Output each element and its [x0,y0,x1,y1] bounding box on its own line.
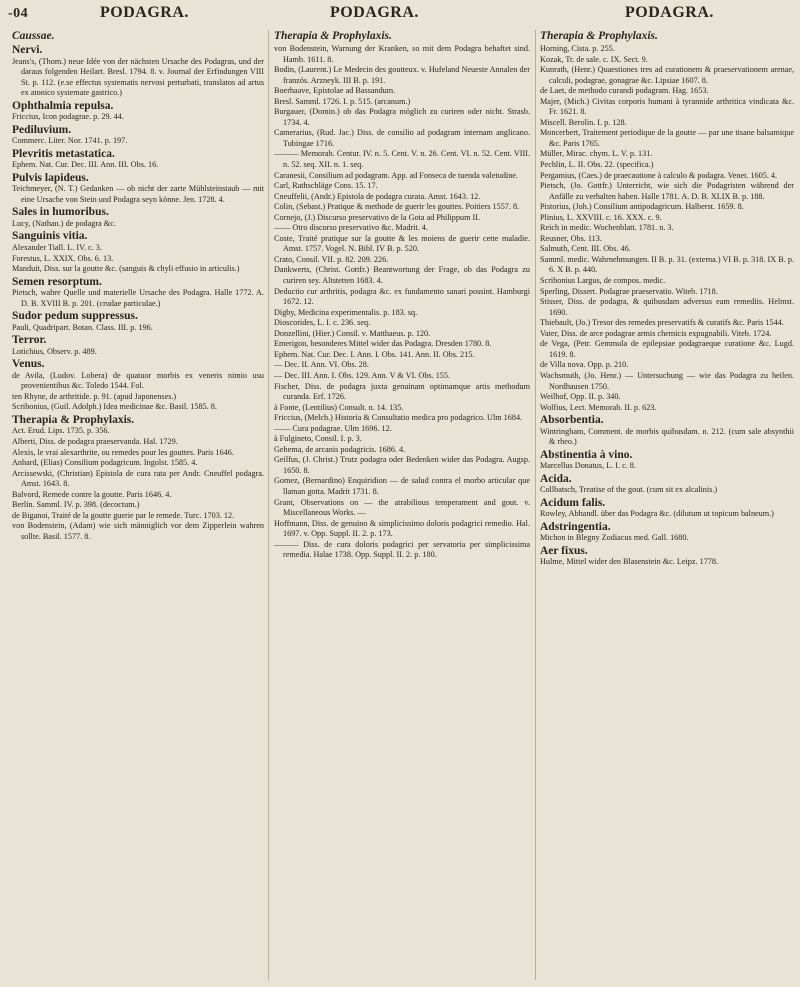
bibliography-entry: Donzellini, (Hier.) Consil. v. Matthaeus. p. 120. [274,328,431,338]
bibliography-entry: Jeans's, (Thom.) neue Idée von der nächsten Ursache des Podagras, und der daraus folgenden Heilart. Bresl. 1794. 8. v. Journal der Erfindungen VIII St. p. 112. (e.se effectus systematis nervosi perturbati, translatos ad artus ex atonico systemate gastrico.) [12,56,264,98]
section-title: Therapia & Prophylaxis. [540,30,658,42]
header-center: PODAGRA. [330,4,419,21]
bibliography-entry: à Fonte, (Lentilius) Consult. n. 14. 135. [274,402,404,412]
bibliography-entry: Bresl. Samml. 1726. I. p. 515. (arcanum.) [274,96,411,106]
bibliography-entry: —— Otro discorso preservativo &c. Madrit. 4. [274,223,428,233]
bibliography-entry: Plinius, L. XXVIII. c. 16. XXX. c. 9. [540,212,662,222]
bibliography-entry: Lucy, (Nathan.) de podagra &c. [12,218,116,228]
bibliography-entry: Ephem. Nat. Cur. Dec. III. Ann. III. Obs. 16. [12,160,159,170]
bibliography-entry: Reich in medic. Wochenblatt. 1781. n. 3. [540,223,674,233]
bibliography-entry: Teichmeyer, (N. T.) Gedanken — ob nicht der zarte Mühlsteinstaub — mit eine Ursache von Stein und Podagra seyn könne. Jen. 1728. 4. [12,184,264,204]
bibliography-entry: Salmuth, Cent. III. Obs. 46. [540,244,631,254]
column-right [540,30,794,984]
bibliography-entry: Caranesii, Consilium ad podagram. App. ad Fonseca de tuenda valetudine. [274,170,518,180]
bibliography-entry: de Laet, de methodo curandi podagram. Hag. 1653. [540,86,709,96]
bibliography-entry: Friccius, (Melch.) Historia & Consultatio medica pro podagrico. Ulm 1684. [274,413,523,423]
bibliography-entry: Camerarius, (Rud. Jac.) Diss. de consilio ad podagram internam anglicano. Tubingae 1716. [274,128,530,148]
bibliography-entry: Deductio cur arthritis, podagra &c. ex fundamento sanari possint. Hamburgi 1672. 12. [274,286,530,307]
bibliography-entry: Geilfus, (J. Christ.) Trutz podagra oder Bedenken wider das Podagra. Augsp. 1650. 8. [274,455,530,475]
subject-heading: Sudor pedum suppressus. [12,310,138,323]
subject-heading: Semen resorptum. [12,275,102,288]
bibliography-entry: Manduit, Diss. sur la goutte &c. (sanguis & chyli effusio in articulis.) [12,264,240,274]
bibliography-entry: Vater, Diss. de arce podagrae armis chemicis expugnabili. Viteb. 1724. [540,328,772,338]
bibliography-entry: Hulme, Mittel wider den Blasenstein &c. Leipz. 1778. [540,557,719,567]
running-header [0,4,800,26]
bibliography-entry: Pauli, Quadripart. Botan. Class. III. p. 196. [12,322,153,332]
subject-heading: Adstringentia. [540,520,611,533]
bibliography-entry: Cneuffelii, (Andr.) Epistola de podagra curata. Amst. 1643. 12. [274,191,481,201]
bibliography-entry: Wolfius, Lect. Memorab. II. p. 623. [540,402,657,412]
bibliography-entry: — Dec. III. Ann. I. Obs. 129. Ann. V & VI. Obs. 155. [274,370,451,380]
subject-heading: Ophthalmia repulsa. [12,99,114,112]
bibliography-entry: — Dec. II. Ann. VI. Obs. 28. [274,360,369,370]
bibliography-entry: —— Cura podagrae. Ulm 1696. 12. [274,423,392,433]
bibliography-entry: Hoffmann, Diss. de genuino & simplicissimo doloris podagrici remedio. Hal. 1697. v. Opp. Suppl. II. 2. p. 173. [274,518,530,539]
bibliography-entry: Reusner, Obs. 113. [540,233,602,243]
bibliography-entry: Pietsch, (Jo. Gottfr.) Unterricht, wie sich die Podagristen während der Anfälle zu verhalten haben. Halle 1781. A. D. B. XLIX B. p. 188. [540,181,794,201]
bibliography-entry: Forestus, L. XXIX. Obs. 6. 13. [12,253,114,263]
bibliography-entry: ten Rhyne, de arthritide. p. 91. (apud Japonenses.) [12,391,177,401]
bibliography-entry: von Bodenstein, Warnung der Kranken, so mit dem Podagra behaftet sind. Hamb. 1611. 8. [274,44,530,64]
header-right: PODAGRA. [625,4,714,21]
bibliography-entry: Sperling, Dissert. Podagrae praeservatio. Witeb. 1718. [540,286,718,296]
bibliography-entry: Alberti, Diss. de podagra praeservanda. Hal. 1729. [12,437,178,447]
bibliography-entry: Berlin. Samml. IV. p. 398. (decoctum.) [12,500,140,510]
bibliography-entry: Lotichius, Observ. p. 489. [12,346,97,356]
bibliography-entry: Moncerbert, Traitement periodique de la goutte — par une tisane balsamique &c. Paris 1765. [540,128,794,148]
bibliography-entry: Digby, Medicina experimentalis. p. 183. sq. [274,307,418,317]
bibliography-entry: de Biganoi, Traité de la goutte guerie par le remede. Turc. 1703. 12. [12,510,235,520]
bibliography-entry: Alexander Tiall. L. IV. c. 3. [12,242,102,252]
subject-heading: Pediluvium. [12,123,72,136]
bibliography-entry: Ephem. Nat. Cur. Dec. I. Ann. I. Obs. 141. Ann. II. Obs. 215. [274,349,475,359]
bibliography-entry: Samml. medic. Wahrnehmungen. II B. p. 31. (externa.) VI B. p. 318. IX B. p. 6. X B. p. 440. [540,254,794,275]
bibliography-entry: Arcissewski, (Christian) Epistola de cura rata per Andr. Cneuffel podagra. Amst. 1643. 8. [12,468,264,489]
bibliography-entry: Emerigon, besonderes Mittel wider das Podagra. Dresden 1780. 8. [274,339,492,349]
section-title: Caussae. [12,30,55,42]
bibliography-entry: Wintringham, Comment. de morbis quibusdam. n. 212. (cum sale absynthii & rheo.) [540,426,794,447]
bibliography-entry: Gehema, de arcanis podagricis. 1686. 4. [274,444,406,454]
subject-heading: Nervi. [12,44,43,56]
column-left [12,30,264,984]
bibliography-entry: Pechlin, L. II. Obs. 22. (specifica.) [540,160,654,170]
bibliography-entry: Dioscorides, L. I. c. 236. seq. [274,318,371,328]
bibliography-entry: ——— Diss. de cura doloris podagrici per servatoria per simplicissima remedia. Halae 1738. Opp. Suppl. II. 2. p. 180. [274,539,530,560]
bibliography-entry: Majer, (Mich.) Civitas corporis humani à tyrannide arthritica vindicata &c. Fr. 1621. 8. [540,96,794,117]
subject-heading: Absorbentia. [540,414,604,427]
subject-heading: Aer fixus. [540,544,588,557]
bibliography-entry: Act. Erud. Lips. 1735. p. 356. [12,426,110,436]
bibliography-entry: Rowley, Abhandl. über das Podagra &c. (dilutum ut topicum balneum.) [540,509,774,519]
bibliography-entry: Horning, Cista. p. 255. [540,44,615,53]
bibliography-entry: ——— Memorab. Centur. IV. n. 5. Cent. V. n. 26. Cent. VI. n. 52. Cent. VIII. n. 52. seq. XII. n. 1. seq. [274,149,530,170]
subject-heading: Sanguinis vitia. [12,230,88,243]
bibliography-entry: Collbatsch, Treatise of the gout. (cum sit ex alcalinis.) [540,485,718,495]
bibliography-entry: Stisser, Diss. de podagra, & quibusdam adversus eam remediis. Helmst. 1690. [540,297,794,317]
columns [0,30,800,984]
bibliography-entry: Anhard, (Elias) Consilium podagricum. Ingolst. 1585. 4. [12,458,198,468]
bibliography-entry: Müller, Mirac. chym. L. V. p. 131. [540,149,653,159]
bibliography-entry: Cornejo, (J.) Discurso preservativo de la Gota ad Philippum II. [274,212,481,222]
bibliography-entry: Pergamius, (Caes.) de praecautione à calculo & podagra. Venet. 1605. 4. [540,170,778,180]
bibliography-entry: Michon in Blegny Zodiacus med. Gall. 1680. [540,533,689,543]
bibliography-entry: Miscell. Berolin. I. p. 128. [540,117,627,127]
bibliography-entry: Fischer, Diss. de podagra juxta genuinam optimamque artis methodum curanda. Erf. 1726. [274,381,530,402]
bibliography-entry: Gomez, (Bernardino) Enquiridion — de salud contra el morbo articular que llaman gotta. Madrit 1731. 8. [274,476,530,496]
bibliography-entry: Scribonius Largus, de compos. medic. [540,276,666,286]
bibliography-entry: Thiebault, (Jo.) Tresor des remedes preservatifs & curatifs &c. Paris 1544. [540,318,784,328]
bibliography-entry: Colin, (Sebast.) Pratique & methode de guerir les gouttes. Poitiers 1557. 8. [274,202,520,212]
bibliography-entry: Alexis, le vrai alexarthrite, ou remedes pour les gouttes. Paris 1646. [12,447,234,457]
bibliography-entry: Balvord, Remede contre la goutte. Paris 1646. 4. [12,489,172,499]
bibliography-entry: Bodin, (Laurent.) Le Medecin des goutteux. v. Hufeland Neueste Annalen der französ. Arzneyk. III B. p. 191. [274,65,530,85]
bibliography-entry: Friccius, Icon podagrae. p. 29. 44. [12,112,124,122]
section-title: Therapia & Prophylaxis. [274,30,392,42]
subject-heading: Pulvis lapideus. [12,171,89,184]
bibliography-entry: Kunrath, (Henr.) Quaestiones tres ad curationem & praeservationem arenae, calculi, podagrae, gonagrae &c. Lipsiae 1607. 8. [540,65,794,85]
bibliography-entry: Dankwerts, (Christ. Gottfr.) Beantwortung der Frage, ob das Podagra zu curiren sey. Altstetten 1683. 4. [274,265,530,286]
bibliography-entry: Weilhof, Opp. II. p. 340. [540,392,621,402]
subject-heading: Therapia & Prophylaxis. [12,413,135,426]
subject-heading: Venus. [12,358,45,371]
bibliography-entry: Grant, Observations on — the atrabilious temperament and gout. v. Miscellaneous Works. — [274,497,530,518]
subject-heading: Acidum falis. [540,496,606,509]
bibliography-entry: de Vega, (Petr. Gemmula de epilepsiae podagraeque curatione &c. Lugd. 1619. 8. [540,339,794,359]
bibliography-entry: Coste, Traité pratique sur la goutte & les moiens de guerir cette maladie. Amst. 1757. Vogel. N. Bibl. IV B. p. 520. [274,233,530,254]
bibliography-entry: de Villa nova. Opp. p. 210. [540,360,629,370]
subject-heading: Sales in humoribus. [12,206,109,219]
bibliography-entry: Carl, Rathschläge Cons. 15. 17. [274,181,378,191]
subject-heading: Acida. [540,472,572,485]
bibliography-entry: Pietsch, wahre Quelle und materielle Ursache des Podagra. Halle 1772. A. D. B. XVIII B. p. 201. (crudae particulae.) [12,288,264,308]
bibliography-entry: Crato, Consil. VII. p. 82. 209. 226. [274,254,389,264]
bibliography-entry: Commerc. Liter. Nor. 1741. p. 197. [12,136,128,146]
bibliography-entry: Marcellus Donatus, L. I. c. 8. [540,461,636,471]
subject-heading: Terror. [12,334,47,347]
bibliography-entry: Pistorius, (Joh.) Consilium antipodagricum. Halberst. 1659. 8. [540,202,744,212]
bibliography-entry: Scribonius, (Guil. Adolph.) Idea medicinae &c. Basil. 1585. 8. [12,402,217,412]
subject-heading: Abstinentia à vino. [540,448,633,461]
bibliography-entry: Boerhaave, Epistolae ad Bassandum. [274,86,396,96]
bibliography-entry: Burgauer, (Domin.) ob das Podagra möglich zu curiren oder nicht. Strasb. 1734. 4. [274,107,530,127]
header-left: PODAGRA. [100,4,189,21]
bibliography-entry: de Avila, (Ludov. Lobera) de quatuor morbis ex veneris nimio usu provenientibus &c. Toledo 1544. Fol. [12,370,264,391]
column-middle [274,30,530,984]
bibliography-entry: Wachsmuth, (Jo. Henr.) — Untersuchung — wie das Podagra zu heilen. Nordhausen 1750. [540,370,794,391]
bibliography-entry: von Bodenstein, (Adam) wie sich männiglich vor dem Zipperlein wahren sollte. Basil. 1577. 8. [12,521,264,541]
bibliography-entry: Kozak, Tr. de sale. c. IX. Sect. 9. [540,54,648,64]
bibliography-entry: à Fulgineto, Consil. I. p. 3. [274,434,362,444]
subject-heading: Plevritis metastatica. [12,147,115,160]
page-number: -04 [8,6,29,21]
